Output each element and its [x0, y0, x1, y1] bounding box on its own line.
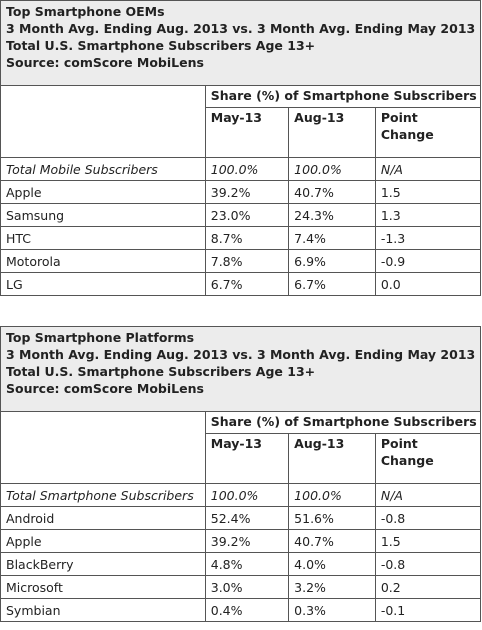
platform-share-header: Share (%) of Smartphone Subscribers — [205, 412, 480, 434]
oem-title-block — [1, 1, 481, 86]
row-change: N/A — [375, 484, 480, 507]
platform-table — [0, 326, 481, 622]
row-aug: 0.3% — [289, 599, 376, 622]
row-change: -0.1 — [375, 599, 480, 622]
oem-col-may: May-13 — [205, 108, 288, 158]
row-change: 0.0 — [375, 273, 480, 296]
table-row — [1, 484, 481, 507]
row-name: Samsung — [1, 204, 206, 227]
row-name: Symbian — [1, 599, 206, 622]
oem-header-blank — [1, 86, 206, 158]
row-name: Apple — [1, 181, 206, 204]
oem-col-aug: Aug-13 — [289, 108, 376, 158]
row-change: -0.8 — [375, 553, 480, 576]
row-may: 0.4% — [205, 599, 288, 622]
table-row — [1, 158, 481, 181]
row-may: 100.0% — [205, 158, 288, 181]
platform-col-change-line2: Change — [380, 453, 434, 469]
table-row — [1, 250, 481, 273]
table-row — [1, 553, 481, 576]
table-row — [1, 576, 481, 599]
oem-col-change-line2: Change — [380, 127, 434, 143]
oem-period: 3 Month Avg. Ending Aug. 2013 vs. 3 Month Avg. Ending May 2013 — [6, 21, 476, 36]
platform-header-blank — [1, 412, 206, 484]
table-row — [1, 599, 481, 622]
row-change: 1.3 — [375, 204, 480, 227]
platform-col-may: May-13 — [205, 434, 288, 484]
row-may: 4.8% — [205, 553, 288, 576]
row-may: 3.0% — [205, 576, 288, 599]
row-aug: 6.9% — [289, 250, 376, 273]
platform-period: 3 Month Avg. Ending Aug. 2013 vs. 3 Month Avg. Ending May 2013 — [6, 347, 476, 362]
row-change: -0.8 — [375, 507, 480, 530]
row-change: 1.5 — [375, 530, 480, 553]
platform-col-change-line1: Point — [380, 436, 418, 452]
platform-col-change — [375, 434, 480, 484]
row-may: 6.7% — [205, 273, 288, 296]
row-aug: 51.6% — [289, 507, 376, 530]
row-may: 23.0% — [205, 204, 288, 227]
row-may: 52.4% — [205, 507, 288, 530]
table-row — [1, 530, 481, 553]
platform-header-row-1 — [1, 412, 481, 434]
oem-col-change-line1: Point — [380, 110, 418, 126]
oem-table-grid — [0, 0, 481, 296]
row-name: Total Mobile Subscribers — [1, 158, 206, 181]
row-aug: 4.0% — [289, 553, 376, 576]
row-name: Motorola — [1, 250, 206, 273]
row-change: N/A — [375, 158, 480, 181]
row-aug: 6.7% — [289, 273, 376, 296]
oem-title: Top Smartphone OEMs — [6, 4, 165, 19]
oem-table — [0, 0, 481, 296]
oem-header-row-1 — [1, 86, 481, 108]
table-row — [1, 181, 481, 204]
row-change: -1.3 — [375, 227, 480, 250]
row-name: HTC — [1, 227, 206, 250]
row-may: 39.2% — [205, 530, 288, 553]
row-name: BlackBerry — [1, 553, 206, 576]
platform-table-grid — [0, 326, 481, 622]
platform-col-aug: Aug-13 — [289, 434, 376, 484]
table-row — [1, 507, 481, 530]
row-aug: 40.7% — [289, 530, 376, 553]
row-aug: 3.2% — [289, 576, 376, 599]
platform-title-block — [1, 327, 481, 412]
row-aug: 100.0% — [289, 484, 376, 507]
row-change: -0.9 — [375, 250, 480, 273]
table-row — [1, 204, 481, 227]
row-may: 39.2% — [205, 181, 288, 204]
row-may: 100.0% — [205, 484, 288, 507]
row-may: 7.8% — [205, 250, 288, 273]
oem-source: Source: comScore MobiLens — [6, 55, 204, 70]
row-name: Microsoft — [1, 576, 206, 599]
row-may: 8.7% — [205, 227, 288, 250]
row-name: Total Smartphone Subscribers — [1, 484, 206, 507]
row-aug: 40.7% — [289, 181, 376, 204]
table-row — [1, 227, 481, 250]
oem-population: Total U.S. Smartphone Subscribers Age 13+ — [6, 38, 316, 53]
row-change: 0.2 — [375, 576, 480, 599]
platform-title: Top Smartphone Platforms — [6, 330, 195, 345]
row-name: Android — [1, 507, 206, 530]
platform-source: Source: comScore MobiLens — [6, 381, 204, 396]
row-name: Apple — [1, 530, 206, 553]
platform-population: Total U.S. Smartphone Subscribers Age 13+ — [6, 364, 316, 379]
table-row — [1, 273, 481, 296]
oem-share-header: Share (%) of Smartphone Subscribers — [205, 86, 480, 108]
row-aug: 100.0% — [289, 158, 376, 181]
oem-col-change — [375, 108, 480, 158]
row-name: LG — [1, 273, 206, 296]
row-aug: 24.3% — [289, 204, 376, 227]
row-aug: 7.4% — [289, 227, 376, 250]
row-change: 1.5 — [375, 181, 480, 204]
